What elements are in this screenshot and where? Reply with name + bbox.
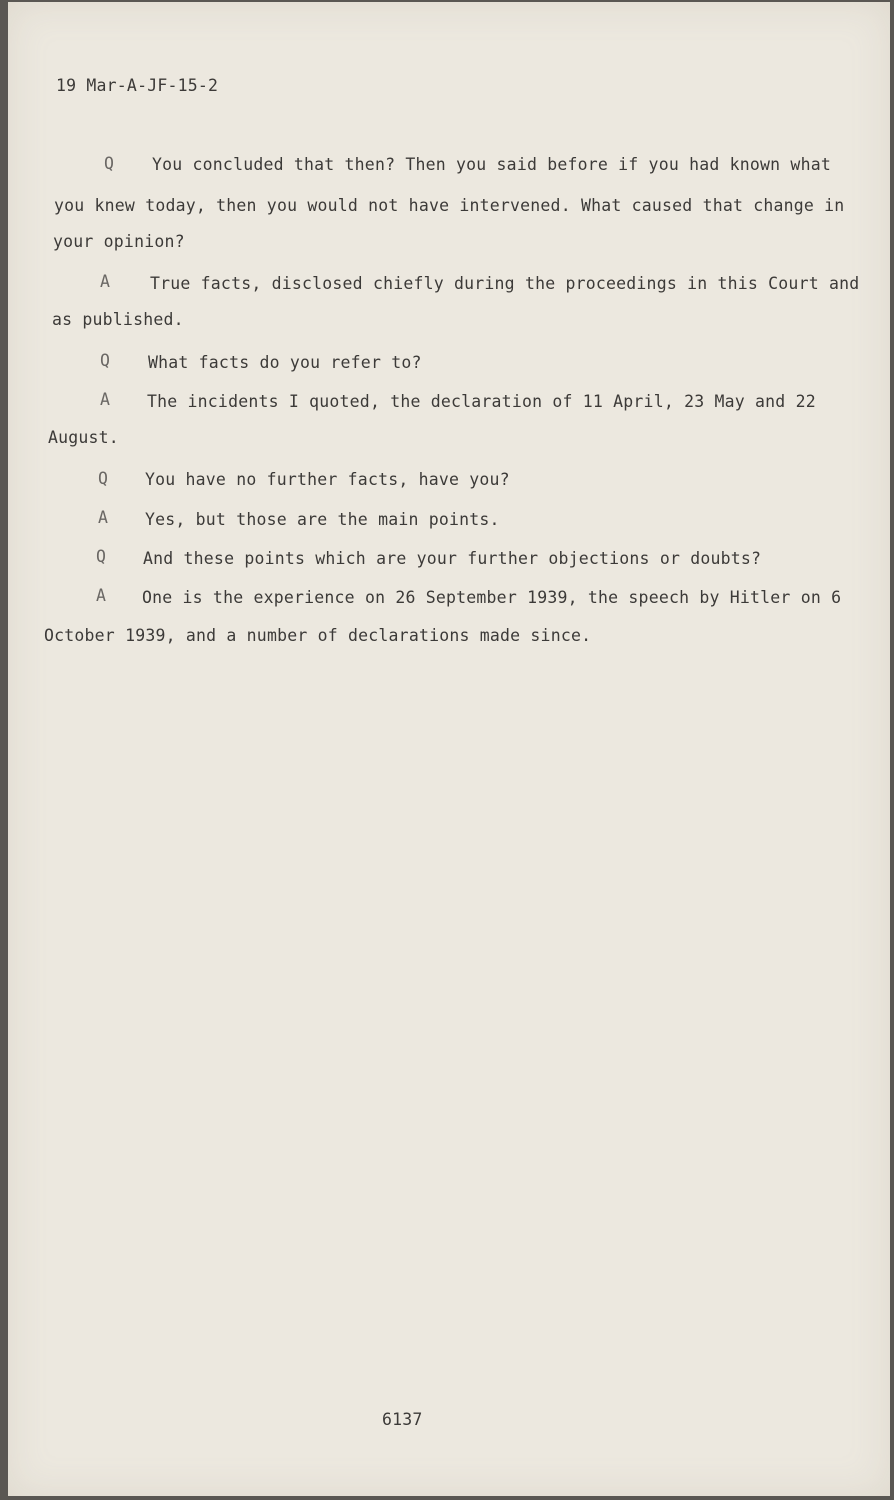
document-page [8, 2, 890, 1496]
transcript-line: your opinion? [53, 232, 185, 251]
page-number: 6137 [382, 1410, 423, 1429]
document-reference: 19 Mar-A-JF-15-2 [56, 76, 219, 95]
speaker-marker: Q [100, 351, 110, 370]
transcript-line: October 1939, and a number of declarations made since. [44, 626, 592, 645]
transcript-line: you knew today, then you would not have intervened. What caused that change in [54, 196, 845, 215]
speaker-marker: Q [96, 547, 106, 566]
transcript-line: One is the experience on 26 September 1939, the speech by Hitler on 6 [142, 588, 842, 607]
transcript-line: True facts, disclosed chiefly during the proceedings in this Court and [150, 274, 860, 293]
transcript-line: Yes, but those are the main points. [145, 510, 500, 529]
speaker-marker: A [96, 586, 106, 605]
transcript-line: as published. [52, 310, 184, 329]
transcript-line: You have no further facts, have you? [145, 470, 510, 489]
speaker-marker: Q [98, 469, 108, 488]
speaker-marker: Q [104, 154, 114, 173]
speaker-marker: A [100, 272, 110, 291]
transcript-line: What facts do you refer to? [148, 353, 422, 372]
speaker-marker: A [100, 390, 110, 409]
transcript-line: August. [48, 428, 119, 447]
transcript-line: And these points which are your further objections or doubts? [143, 549, 762, 568]
transcript-line: The incidents I quoted, the declaration of 11 April, 23 May and 22 [147, 392, 816, 411]
transcript-line: You concluded that then? Then you said before if you had known what [152, 155, 831, 174]
speaker-marker: A [98, 508, 108, 527]
